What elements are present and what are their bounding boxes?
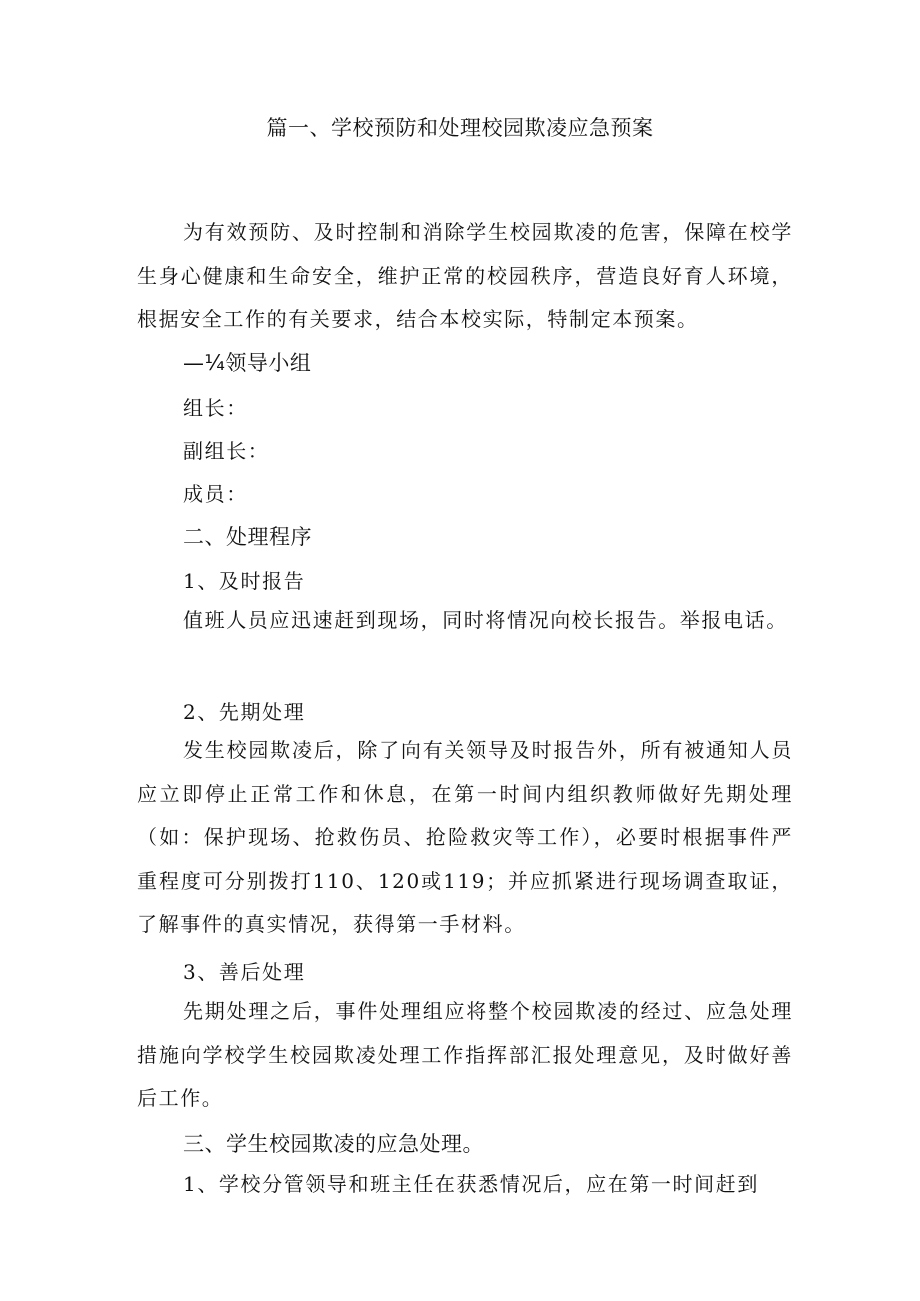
item-aftermath-text: 先期处理之后，事件处理组应将整个校园欺凌的经过、应急处理措施向学校学生校园欺凌处理工作指挥部汇报处理意见，及时做好善后工作。 (137, 999, 793, 1110)
section-leadership-heading: —¼领导小组 (183, 351, 312, 375)
section-emergency-heading: 三、学生校园欺凌的应急处理。 (183, 1132, 484, 1156)
item-aftermath-title: 3、善后处理 (183, 960, 306, 984)
leader-label: 组长： (183, 396, 248, 420)
document-title: 篇一、学校预防和处理校园欺凌应急预案 (266, 116, 654, 140)
vice-leader-label: 副组长： (183, 439, 270, 463)
item-report-text: 值班人员应迅速赶到现场，同时将情况向校长报告。举报电话。 (183, 608, 788, 632)
intro-paragraph: 为有效预防、及时控制和消除学生校园欺凌的危害，保障在校学生身心健康和生命安全，维护正常的校园秩序，营造良好育人环境，根据安全工作的有关要求，结合本校实际，特制定本预案。 (137, 220, 793, 331)
emergency-item1-text: 1、学校分管领导和班主任在获悉情况后，应在第一时间赶到 (183, 1172, 759, 1196)
item-initial-text: 发生校园欺凌后，除了向有关领导及时报告外，所有被通知人员应立即停止正常工作和休息，在第一时间内组织教师做好先期处理（如：保护现场、抢救伤员、抢险救灾等工作），必要时根据事件严重程度可分别拨打110、120或119；并应抓紧进行现场调查取证，了解事件的真实情况，获得第一手材料。 (137, 738, 793, 936)
members-label: 成员： (183, 482, 248, 506)
item-initial-title: 2、先期处理 (183, 700, 306, 724)
item-report-title: 1、及时报告 (183, 569, 306, 593)
section-procedure-heading: 二、处理程序 (183, 525, 312, 549)
